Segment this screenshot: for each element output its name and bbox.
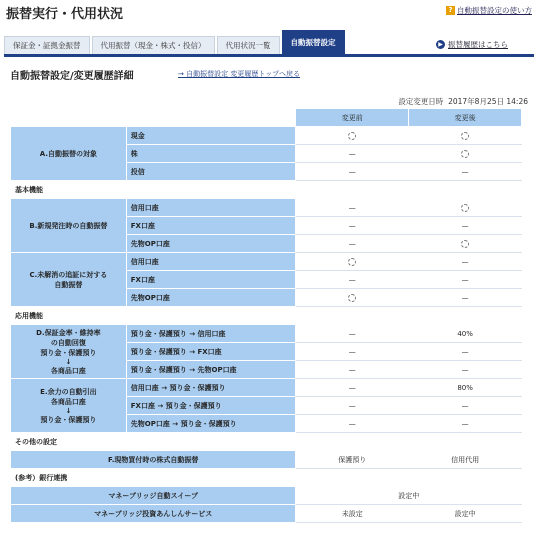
table-row: FX口座 — — <box>11 217 522 235</box>
tab-margin-transfer[interactable]: 保証金・証拠金振替 <box>4 36 90 54</box>
table-row: FX口座 — — <box>11 271 522 289</box>
arrow-right-icon: ▶ <box>436 40 445 49</box>
group-e-label: E.余力の自動引出 各商品口座 ↓ 預り金・保護預り <box>11 379 127 433</box>
table-row: 先物OP口座 — <box>11 235 522 253</box>
question-icon: ? <box>446 6 455 15</box>
table-row: A.自動振替の対象 現金 <box>11 127 522 145</box>
section-bank: (参考）銀行連携 <box>11 469 522 487</box>
tab-auto-transfer-settings[interactable]: 自動振替設定 <box>282 30 345 54</box>
table-row: 株 — <box>11 145 522 163</box>
history-link[interactable]: ▶ 振替履歴はこちら <box>436 39 508 50</box>
table-row: D.保証金率・維持率 の自動回復 預り金・保護預り ↓ 各商品口座 預り金・保護預り → 信用口座 — 40% <box>11 325 522 343</box>
circle-mark-icon <box>461 132 469 140</box>
table-row: E.余力の自動引出 各商品口座 ↓ 預り金・保護預り 信用口座 → 預り金・保護預り — 80% <box>11 379 522 397</box>
group-a-label: A.自動振替の対象 <box>11 127 127 181</box>
section-title: 自動振替設定/変更履歴詳細 <box>10 71 134 82</box>
section-other: その他の設定 <box>11 433 522 451</box>
table-row: C.未解消の追証に対する 自動振替 信用口座 — <box>11 253 522 271</box>
group-f-label: F.現物買付時の株式自動振替 <box>11 451 296 469</box>
circle-mark-icon <box>348 294 356 302</box>
group-d-label: D.保証金率・維持率 の自動回復 預り金・保護預り ↓ 各商品口座 <box>11 325 127 379</box>
tab-collateral-transfer[interactable]: 代用振替（現金・株式・投信） <box>92 36 215 54</box>
column-after: 変更後 <box>409 109 522 127</box>
group-c-label: C.未解消の追証に対する 自動振替 <box>11 253 127 307</box>
circle-mark-icon <box>461 204 469 212</box>
circle-mark-icon <box>348 258 356 266</box>
settings-table <box>10 108 522 523</box>
tab-underline <box>4 54 534 57</box>
bank-service-label: マネーブリッジ投資あんしんサービス <box>11 505 296 523</box>
table-row: FX口座 → 預り金・保護預り — — <box>11 397 522 415</box>
help-link[interactable]: ? 自動振替設定の使い方 <box>446 5 532 16</box>
table-row: 預り金・保護預り → 先物OP口座 — — <box>11 361 522 379</box>
group-b-label: B.新規発注時の自動振替 <box>11 199 127 253</box>
table-row: F.現物買付時の株式自動振替 保護預り 信用代用 <box>11 451 522 469</box>
section-advanced: 応用機能 <box>11 307 522 325</box>
bank-sweep-label: マネーブリッジ自動スイープ <box>11 487 296 505</box>
column-before: 変更前 <box>296 109 409 127</box>
circle-mark-icon <box>461 150 469 158</box>
table-row: マネーブリッジ投資あんしんサービス 未設定 設定中 <box>11 505 522 523</box>
table-row: 投信 — — <box>11 163 522 181</box>
circle-mark-icon <box>348 132 356 140</box>
tab-bar <box>4 30 345 54</box>
table-row: 先物OP口座 → 預り金・保護預り — — <box>11 415 522 433</box>
table-row: 預り金・保護預り → FX口座 — — <box>11 343 522 361</box>
updated-datetime: 設定変更日時 2017年8月25日 14:26 <box>398 97 528 106</box>
table-row: B.新規発注時の自動振替 信用口座 — <box>11 199 522 217</box>
page-title: 振替実行・代用状況 <box>6 7 124 22</box>
table-row: 先物OP口座 — <box>11 289 522 307</box>
section-basic: 基本機能 <box>11 181 522 199</box>
tab-collateral-status[interactable]: 代用状況一覧 <box>217 36 280 54</box>
circle-mark-icon <box>461 240 469 248</box>
table-row: マネーブリッジ自動スイープ 設定中 <box>11 487 522 505</box>
back-to-history-link[interactable]: → 自動振替設定 変更履歴トップへ戻る <box>178 70 300 78</box>
